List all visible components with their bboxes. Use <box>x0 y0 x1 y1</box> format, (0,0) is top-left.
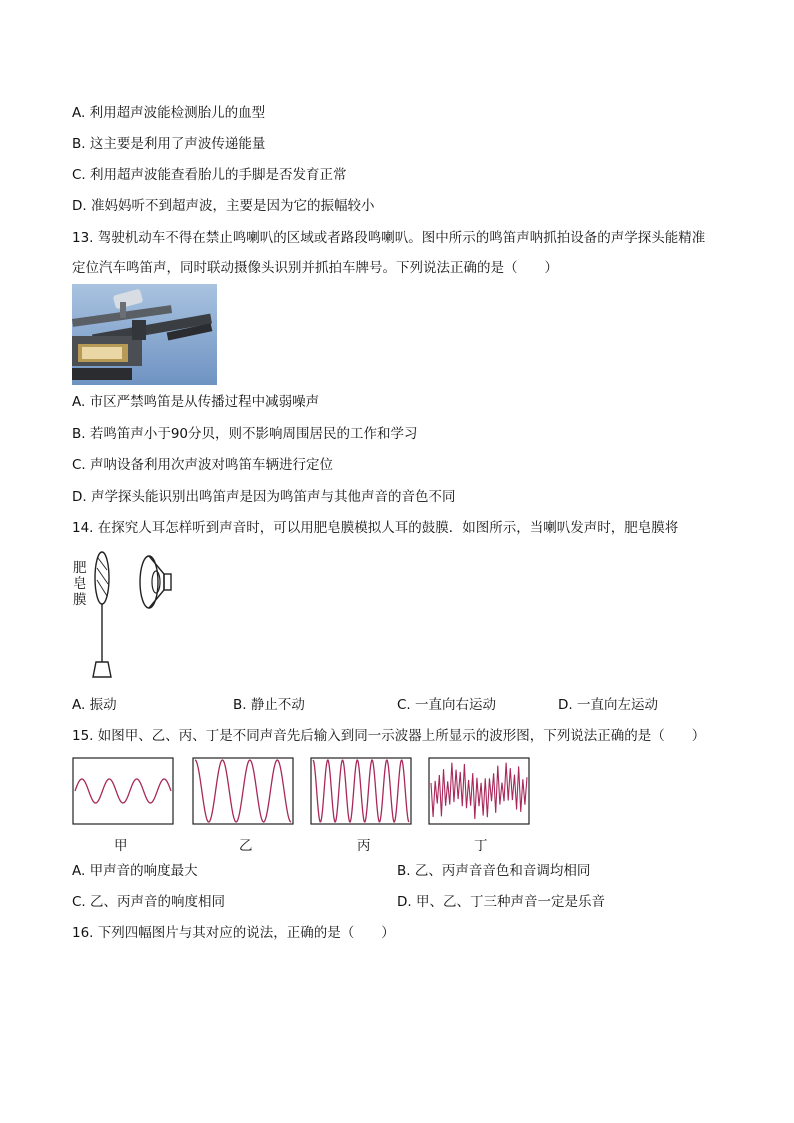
q12-option-b: B. 这主要是利用了声波传递能量 <box>72 136 266 152</box>
q15-stem: 15. 如图甲、乙、丙、丁是不同声音先后输入到同一示波器上所显示的波形图，下列说法正确的是（ ） <box>72 728 706 744</box>
waveform-ding <box>428 757 530 825</box>
speaker <box>140 556 171 608</box>
q14-option-b: B. 静止不动 <box>233 697 305 713</box>
q12-option-d: D. 准妈妈听不到超声波，主要是因为它的振幅较小 <box>72 198 375 214</box>
figure-label-char: 肥 <box>73 560 87 576</box>
figure-label-char: 膜 <box>73 592 87 608</box>
q16-stem: 16. 下列四幅图片与其对应的说法，正确的是（ ） <box>72 925 395 941</box>
q14-option-c: C. 一直向右运动 <box>397 697 497 713</box>
waveform-bing <box>310 757 412 825</box>
q14-stem: 14. 在探究人耳怎样听到声音时，可以用肥皂膜模拟人耳的鼓膜．如图所示，当喇叭发声时，肥皂膜将 <box>72 520 679 536</box>
q15-option-a: A. 甲声音的响度最大 <box>72 863 198 879</box>
q12-option-c: C. 利用超声波能查看胎儿的手脚是否发育正常 <box>72 167 347 183</box>
wave-label-jia: 甲 <box>114 838 128 854</box>
q13-option-c: C. 声呐设备利用次声波对鸣笛车辆进行定位 <box>72 457 334 473</box>
q14-option-d: D. 一直向左运动 <box>558 697 658 713</box>
waveform-yi <box>192 757 294 825</box>
q13-option-d: D. 声学探头能识别出鸣笛声是因为鸣笛声与其他声音的音色不同 <box>72 489 456 505</box>
q12-option-a: A. 利用超声波能检测胎儿的血型 <box>72 105 266 121</box>
soap-film-ring <box>95 552 109 604</box>
figure-label-char: 皂 <box>73 576 87 592</box>
q13-stem-line1: 13. 驾驶机动车不得在禁止鸣喇叭的区域或者路段鸣喇叭。图中所示的鸣笛声呐抓拍设备的声学探头能精准 <box>72 230 706 246</box>
stand-base <box>93 662 111 677</box>
wave-label-yi: 乙 <box>239 838 253 854</box>
soap-film-and-speaker-diagram <box>88 550 178 682</box>
q13-option-a: A. 市区严禁鸣笛是从传播过程中减弱噪声 <box>72 394 320 410</box>
q15-option-d: D. 甲、乙、丁三种声音一定是乐音 <box>397 894 605 910</box>
horn-capture-device-photo <box>72 284 217 385</box>
q13-stem-line2: 定位汽车鸣笛声，同时联动摄像头识别并抓拍车牌号。下列说法正确的是（ ） <box>72 260 558 276</box>
waveform-jia <box>72 757 174 825</box>
wave-label-ding: 丁 <box>474 838 488 854</box>
q14-option-a: A. 振动 <box>72 697 117 713</box>
q15-option-b: B. 乙、丙声音音色和音调均相同 <box>397 863 591 879</box>
q13-option-b: B. 若鸣笛声小于90分贝，则不影响周围居民的工作和学习 <box>72 426 418 442</box>
wave-label-bing: 丙 <box>357 838 371 854</box>
q15-option-c: C. 乙、丙声音的响度相同 <box>72 894 226 910</box>
